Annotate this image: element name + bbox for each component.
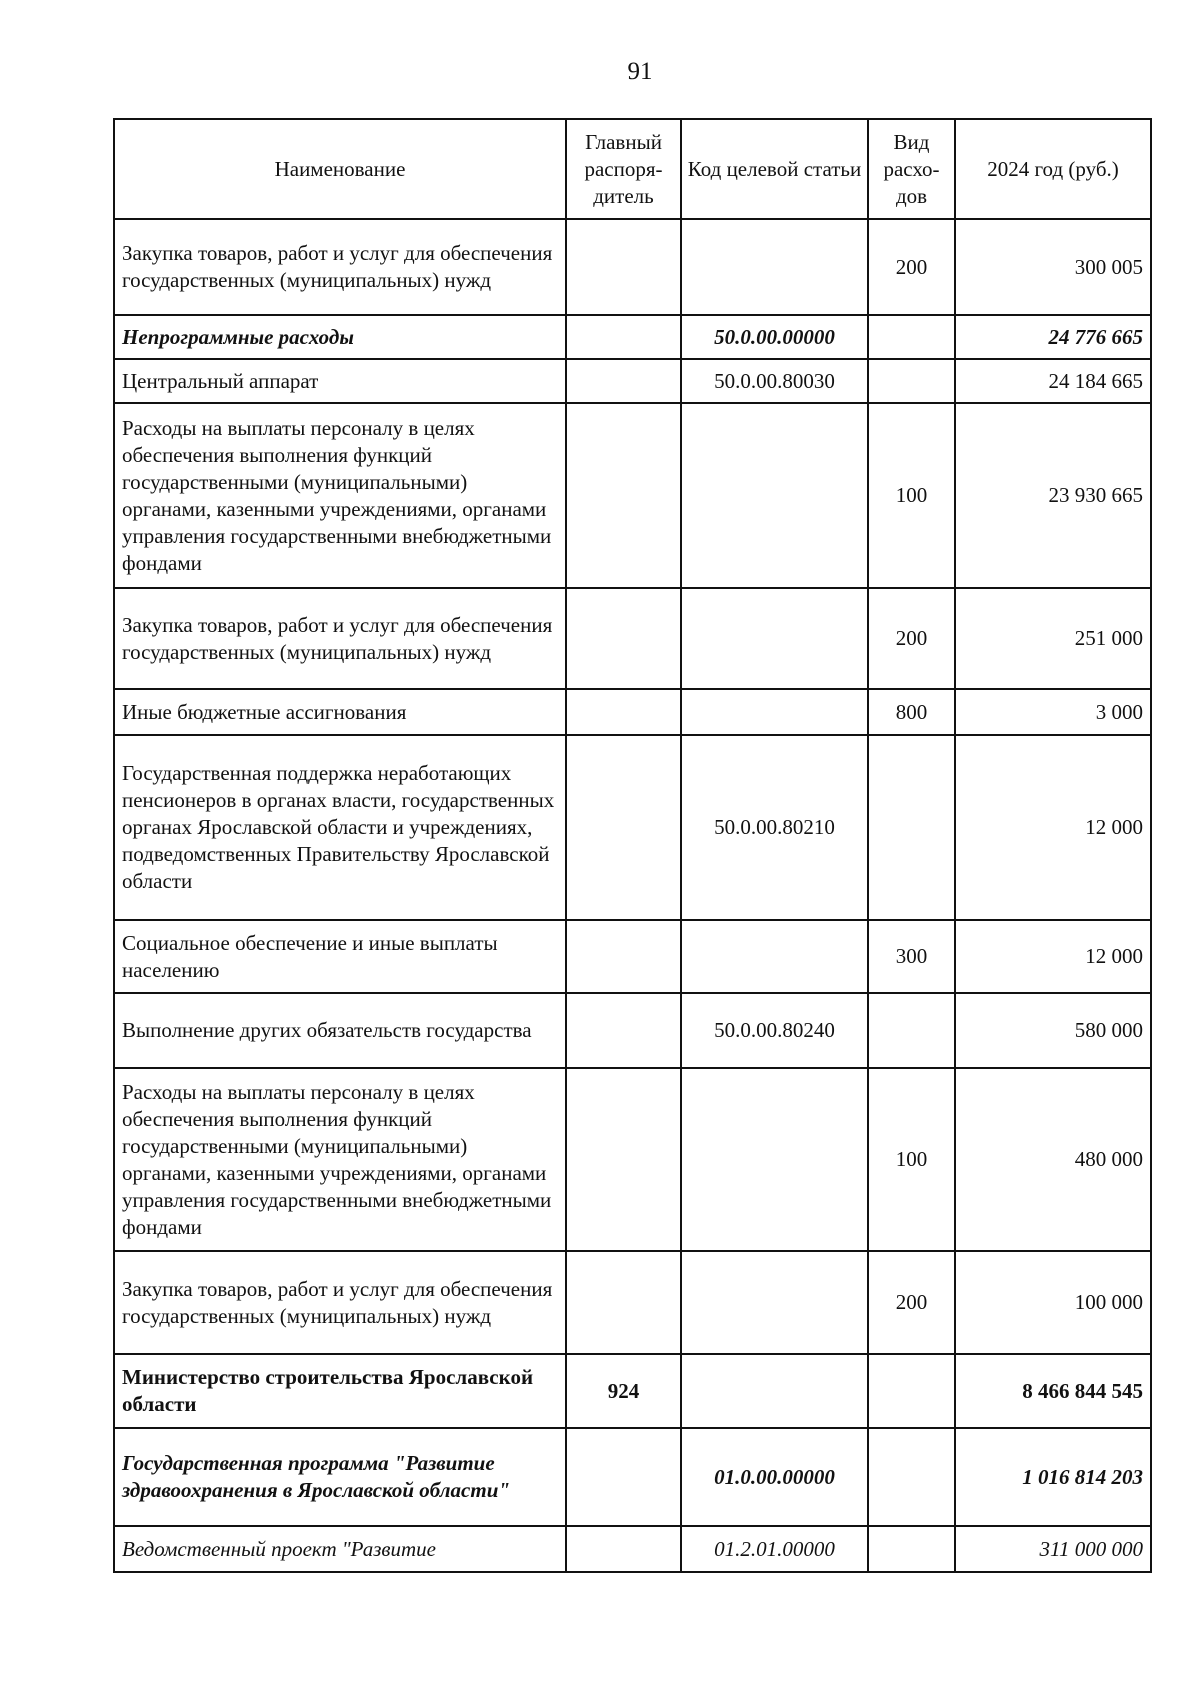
row-code: 50.0.00.80210	[681, 735, 868, 920]
row-grbs	[566, 689, 681, 735]
table-row	[114, 993, 1151, 1068]
row-amount: 480 000	[955, 1068, 1151, 1251]
row-grbs	[566, 1068, 681, 1251]
row-amount: 3 000	[955, 689, 1151, 735]
table-row	[114, 219, 1151, 315]
row-code: 50.0.00.80240	[681, 993, 868, 1068]
row-kind	[868, 359, 955, 403]
row-kind: 100	[868, 1068, 955, 1251]
table-row	[114, 1068, 1151, 1251]
row-kind	[868, 1428, 955, 1526]
row-code	[681, 920, 868, 993]
table-row	[114, 1428, 1151, 1526]
header-amount: 2024 год (руб.)	[955, 119, 1151, 219]
row-kind: 800	[868, 689, 955, 735]
row-grbs	[566, 588, 681, 689]
row-grbs	[566, 920, 681, 993]
row-amount: 1 016 814 203	[955, 1428, 1151, 1526]
row-code: 50.0.00.00000	[681, 315, 868, 359]
row-name: Расходы на выплаты персоналу в целях обеспечения выполнения функций государственными (муниципальными) органами, казенными учреждениями, органами управления государственными внебюджетными фондами	[114, 1068, 566, 1251]
row-code	[681, 403, 868, 588]
table-row	[114, 315, 1151, 359]
row-grbs	[566, 359, 681, 403]
header-grbs: Главный распоря- дитель	[566, 119, 681, 219]
row-code	[681, 1354, 868, 1428]
row-kind	[868, 735, 955, 920]
row-kind: 200	[868, 1251, 955, 1354]
row-name: Иные бюджетные ассигнования	[114, 689, 566, 735]
row-grbs: 924	[566, 1354, 681, 1428]
row-grbs	[566, 735, 681, 920]
table-row	[114, 588, 1151, 689]
table-row	[114, 689, 1151, 735]
row-amount: 23 930 665	[955, 403, 1151, 588]
row-grbs	[566, 1428, 681, 1526]
row-amount: 300 005	[955, 219, 1151, 315]
row-name: Центральный аппарат	[114, 359, 566, 403]
header-name: Наименование	[114, 119, 566, 219]
row-grbs	[566, 1251, 681, 1354]
row-amount: 580 000	[955, 993, 1151, 1068]
row-kind	[868, 993, 955, 1068]
row-code: 50.0.00.80030	[681, 359, 868, 403]
row-name: Социальное обеспечение и иные выплаты населению	[114, 920, 566, 993]
row-code	[681, 1251, 868, 1354]
row-name: Министерство строительства Ярославской области	[114, 1354, 566, 1428]
row-kind: 200	[868, 219, 955, 315]
row-kind: 100	[868, 403, 955, 588]
row-code	[681, 1068, 868, 1251]
row-name: Государственная поддержка неработающих пенсионеров в органах власти, государственных органах Ярославской области и учреждениях, подведомственных Правительству Ярославской области	[114, 735, 566, 920]
row-amount: 251 000	[955, 588, 1151, 689]
row-kind: 200	[868, 588, 955, 689]
row-grbs	[566, 403, 681, 588]
header-code: Код целевой статьи	[681, 119, 868, 219]
row-amount: 12 000	[955, 735, 1151, 920]
row-name: Выполнение других обязательств государства	[114, 993, 566, 1068]
table-header-row	[114, 119, 1151, 219]
row-kind	[868, 1354, 955, 1428]
row-name: Государственная программа "Развитие здравоохранения в Ярославской области"	[114, 1428, 566, 1526]
row-amount: 311 000 000	[955, 1526, 1151, 1572]
row-grbs	[566, 315, 681, 359]
table-row	[114, 359, 1151, 403]
row-name: Закупка товаров, работ и услуг для обеспечения государственных (муниципальных) нужд	[114, 219, 566, 315]
table-row	[114, 403, 1151, 588]
table-row	[114, 920, 1151, 993]
row-kind	[868, 315, 955, 359]
table-row	[114, 1251, 1151, 1354]
table-row	[114, 1354, 1151, 1428]
table-row	[114, 735, 1151, 920]
row-name: Ведомственный проект "Развитие	[114, 1526, 566, 1572]
row-code	[681, 588, 868, 689]
row-amount: 100 000	[955, 1251, 1151, 1354]
page-number: 91	[627, 58, 653, 85]
row-code: 01.2.01.00000	[681, 1526, 868, 1572]
row-amount: 8 466 844 545	[955, 1354, 1151, 1428]
row-name: Непрограммные расходы	[114, 315, 566, 359]
row-kind	[868, 1526, 955, 1572]
row-grbs	[566, 219, 681, 315]
row-grbs	[566, 993, 681, 1068]
row-name: Закупка товаров, работ и услуг для обеспечения государственных (муниципальных) нужд	[114, 588, 566, 689]
row-amount: 24 776 665	[955, 315, 1151, 359]
budget-table	[113, 118, 1152, 1573]
row-amount: 24 184 665	[955, 359, 1151, 403]
row-code	[681, 689, 868, 735]
row-amount: 12 000	[955, 920, 1151, 993]
table-row	[114, 1526, 1151, 1572]
row-name: Закупка товаров, работ и услуг для обеспечения государственных (муниципальных) нужд	[114, 1251, 566, 1354]
row-code	[681, 219, 868, 315]
row-code: 01.0.00.00000	[681, 1428, 868, 1526]
row-grbs	[566, 1526, 681, 1572]
row-name: Расходы на выплаты персоналу в целях обеспечения выполнения функций государственными (муниципальными) органами, казенными учреждениями, органами управления государственными внебюджетными фондами	[114, 403, 566, 588]
header-kind: Вид расхо- дов	[868, 119, 955, 219]
row-kind: 300	[868, 920, 955, 993]
